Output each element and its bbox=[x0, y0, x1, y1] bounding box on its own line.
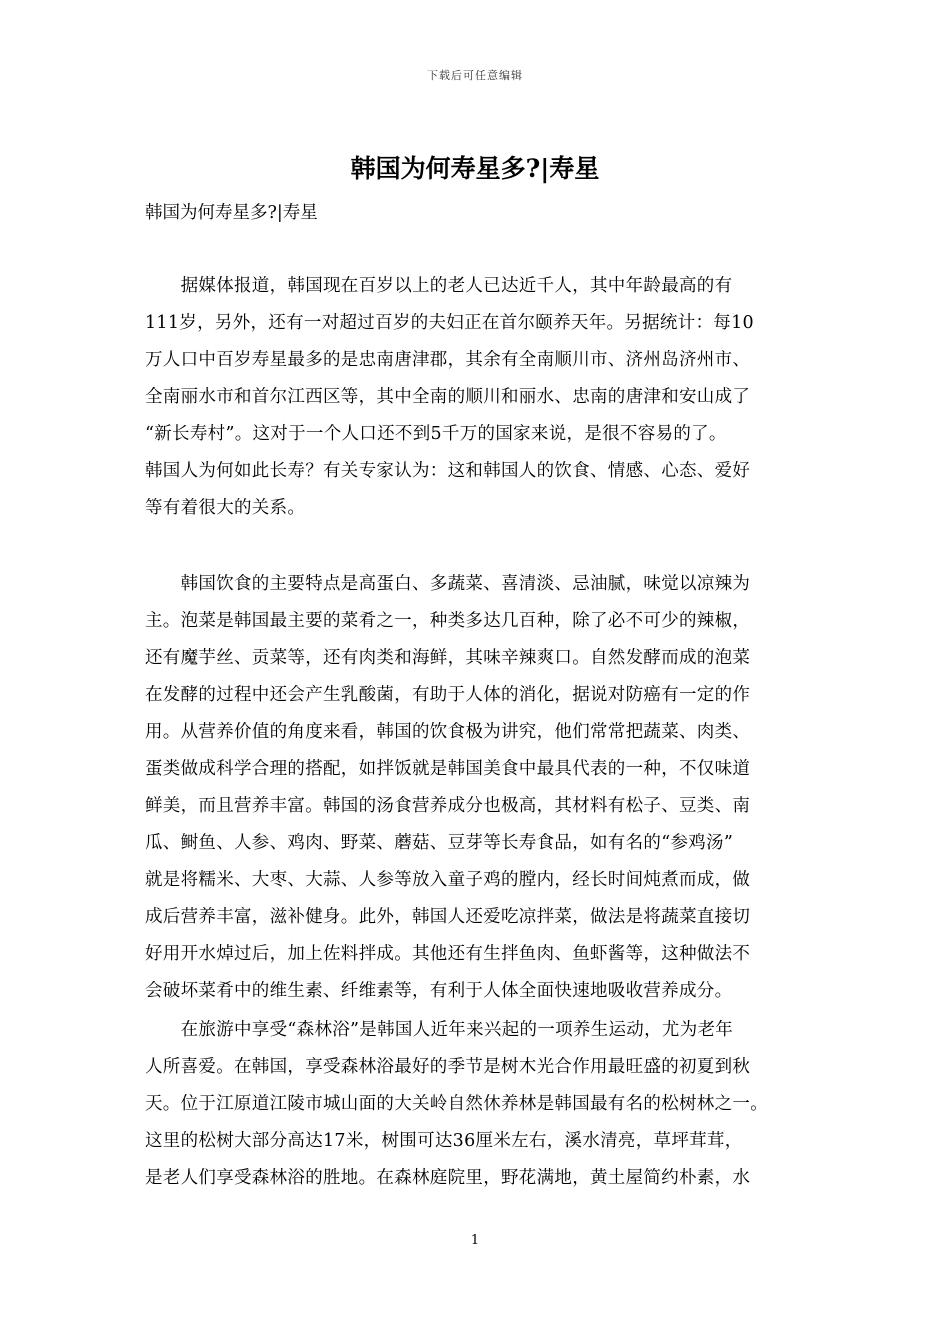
paragraph-line: 成后营养丰富，滋补健身。此外，韩国人还爱吃凉拌菜，做法是将蔬菜直接切 bbox=[145, 907, 751, 927]
paragraph-line: 是老人们享受森林浴的胜地。在森林庭院里，野花满地，黄土屋简约朴素，水 bbox=[145, 1168, 751, 1188]
paragraph-line: 在旅游中享受“森林浴”是韩国人近年来兴起的一项养生运动，尤为老年 bbox=[145, 1020, 734, 1040]
paragraph-line: 好用开水焯过后，加上佐料拌成。其他还有生拌鱼肉、鱼虾酱等，这种做法不 bbox=[145, 944, 751, 964]
paragraph-line: 蛋类做成科学合理的搭配，如拌饭就是韩国美食中最具代表的一种，不仅味道 bbox=[145, 759, 751, 779]
paragraph-diet bbox=[145, 566, 815, 1010]
paragraph-line: 韩国饮食的主要特点是高蛋白、多蔬菜、喜清淡、忌油腻，味觉以凉辣为 bbox=[145, 574, 751, 594]
paragraph-line: 据媒体报道，韩国现在百岁以上的老人已达近千人，其中年龄最高的有 bbox=[145, 276, 733, 296]
paragraph-line: 万人口中百岁寿星最多的是忠南唐津郡，其余有全南顺川市、济州岛济州市、 bbox=[145, 350, 751, 370]
paragraph-line: 人所喜爱。在韩国，享受森林浴最好的季节是树木光合作用最旺盛的初夏到秋 bbox=[145, 1057, 751, 1077]
paragraph-line: 在发酵的过程中还会产生乳酸菌，有助于人体的消化，据说对防癌有一定的作 bbox=[145, 685, 751, 705]
paragraph-line: 就是将糯米、大枣、大蒜、人参等放入童子鸡的膛内，经长时间炖煮而成，做 bbox=[145, 870, 751, 890]
paragraph-line: “新长寿村”。这对于一个人口还不到5千万的国家来说，是很不容易的了。 bbox=[145, 424, 727, 444]
paragraph-line: 111岁，另外，还有一对超过百岁的夫妇正在首尔颐养天年。另据统计：每10 bbox=[145, 313, 754, 333]
paragraph-line: 会破坏菜肴中的维生素、纤维素等，有利于人体全面快速地吸收营养成分。 bbox=[145, 981, 733, 1001]
paragraph-line: 天。位于江原道江陵市城山面的大关岭自然休养林是韩国最有名的松树林之一。 bbox=[145, 1094, 768, 1114]
paragraph-line: 这里的松树大部分高达17米，树围可达36厘米左右，溪水清亮，草坪茸茸， bbox=[145, 1131, 743, 1151]
paragraph-line: 瓜、鲥鱼、人参、鸡肉、野菜、蘑菇、豆芽等长寿食品，如有名的“参鸡汤” bbox=[145, 833, 734, 853]
paragraph-line: 全南丽水市和首尔江西区等，其中全南的顺川和丽水、忠南的唐津和安山成了 bbox=[145, 387, 751, 407]
paragraph-intro bbox=[145, 268, 815, 527]
paragraph-line: 还有魔芋丝、贡菜等，还有肉类和海鲜，其味辛辣爽口。自然发酵而成的泡菜 bbox=[145, 648, 751, 668]
page-header-note: 下载后可任意编辑 bbox=[427, 69, 523, 82]
page-number: 1 bbox=[470, 1233, 480, 1248]
document-title: 韩国为何寿星多?|寿星 bbox=[350, 154, 600, 183]
paragraph-line: 主。泡菜是韩国最主要的菜肴之一，种类多达几百种，除了必不可少的辣椒， bbox=[145, 611, 751, 631]
paragraph-forest-bath bbox=[145, 1012, 815, 1197]
paragraph-line: 鲜美，而且营养丰富。韩国的汤食营养成分也极高，其材料有松子、豆类、南 bbox=[145, 796, 751, 816]
document-subtitle: 韩国为何寿星多?|寿星 bbox=[145, 203, 318, 223]
paragraph-line: 韩国人为何如此长寿？有关专家认为：这和韩国人的饮食、情感、心态、爱好 bbox=[145, 461, 751, 481]
paragraph-line: 用。从营养价值的角度来看，韩国的饮食极为讲究，他们常常把蔬菜、肉类、 bbox=[145, 722, 751, 742]
paragraph-line: 等有着很大的关系。 bbox=[145, 498, 306, 518]
